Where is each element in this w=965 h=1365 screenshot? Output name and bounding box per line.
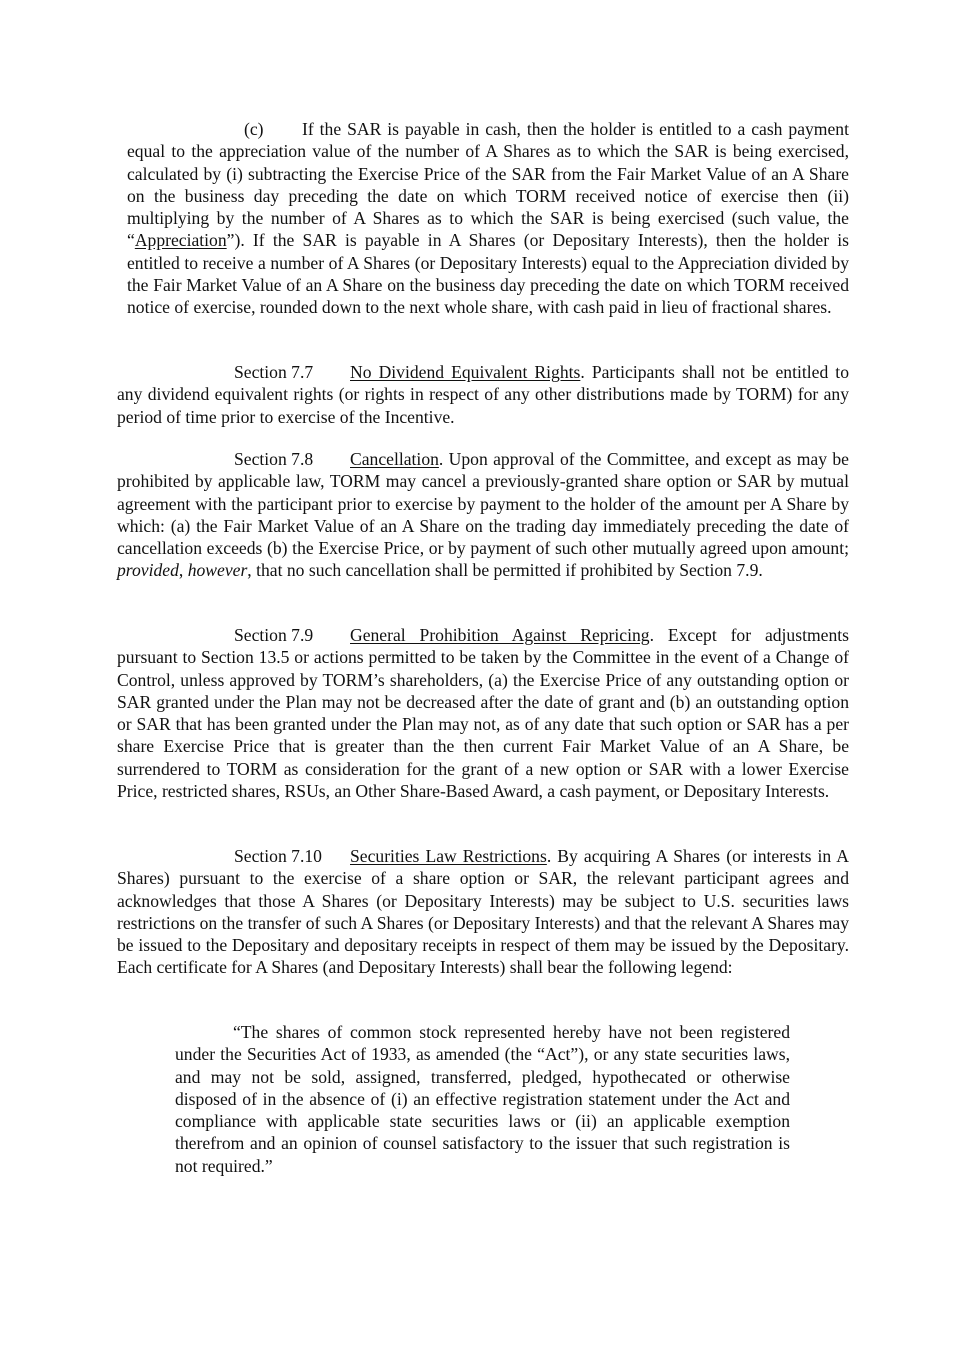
appreciation-term: Appreciation [134, 230, 227, 251]
section-7-8-sep: , [178, 560, 188, 581]
section-7-8-body-2: , that no such cancellation shall be permitted if prohibited by Section 7.9. [247, 560, 763, 581]
section-7-7-number: Section 7.7 [234, 362, 314, 382]
section-7-10 [117, 845, 849, 979]
section-7-10-number: Section 7.10 [234, 846, 322, 866]
section-7-9 [117, 624, 849, 802]
section-7-8-however: however [187, 560, 248, 581]
section-7-9-number: Section 7.9 [234, 625, 314, 645]
section-7-10-body: . By acquiring A Shares (or interests in A Shares) pursuant to the exercise of a share option or SAR, the relevant participant agrees and acknowledges that those A Shares (or Depositary Interests) may be subject to U.S. securities laws restrictions on the transfer of such A Shares (or Depositary Interests) and that the relevant A Shares may be issued to the Depositary and depositary receipts in respect of them may be issued by the Depositary. Each certificate for A Shares (and Depositary Interests) shall bear the following legend: [117, 846, 849, 978]
section-7-9-heading: General Prohibition Against Repricing [350, 625, 650, 645]
section-7-8-body-1: . Upon approval of the Committee, and except as may be prohibited by applicable law, TORM may cancel a previously-granted share option or SAR by mutual agreement with the participant prior to exercise by payment to the holder of the amount per A Share by which: (a) the Fair Market Value of an A Share on the trading day immediately preceding the date of cancellation exceeds (b) the Exercise Price, or by payment of such other mutually agreed upon amount; [117, 449, 849, 559]
section-7-8-heading: Cancellation [350, 449, 439, 469]
paragraph-c-text-2: ”). If the SAR is payable in A Shares (or Depositary Interests), then the holder is entitled to receive a number of A Shares (or Depositary Interests) equal to the Appreciation divided by the Fair Market Value of an A Share on the business day preceding the date on which TORM received notice of exercise, rounded down to the next whole share, with cash paid in lieu of fractional shares. [127, 230, 849, 318]
section-7-7-body: . Participants shall not be entitled to any dividend equivalent rights (or rights in respect of any other distributions made by TORM) for any period of time prior to exercise of the Incentive. [117, 362, 849, 427]
paragraph-c-label: (c) [244, 119, 264, 139]
paragraph-c [127, 118, 849, 319]
paragraph-c-text-1: If the SAR is payable in cash, then the holder is entitled to a cash payment equal to the appreciation value of the number of A Shares as to which the SAR is being exercised, calculated by (i) subtracting the Exercise Price of the SAR from the Fair Market Value of an A Share on the business day preceding the date on which TORM received notice of exercise then (ii) multiplying by the number of A Shares as to which the SAR is being exercised (such value, the “ [127, 119, 849, 251]
section-7-9-body: . Except for adjustments pursuant to Section 13.5 or actions permitted to be taken by the Committee in the event of a Change of Control, unless approved by TORM’s shareholders, (a) the Exercise Price of any outstanding option or SAR granted under the Plan may not be decreased after the date of grant and (b) an outstanding option or SAR that has been granted under the Plan may not, as of any date that such option or SAR has a per share Exercise Price that is greater than the then current Fair Market Value of an A Share, be surrendered to TORM as consideration for the grant of a new option or SAR with a lower Exercise Price, restricted shares, RSUs, an Other Share-Based Award, a cash payment, or Depositary Interests. [117, 625, 849, 802]
section-7-10-heading: Securities Law Restrictions [350, 846, 547, 866]
section-7-8-provided: provided [117, 560, 179, 581]
section-7-7-heading: No Dividend Equivalent Rights [350, 362, 581, 382]
legend-quote: “The shares of common stock represented hereby have not been registered under the Securities Act of 1933, as amended (the “Act”), or any state securities laws, and may not be sold, assigned, transferred, pledged, hypothecated or otherwise disposed of in the absence of (i) an effective registration statement under the Act and compliance with applicable state securities laws or (ii) an applicable exemption therefrom and an opinion of counsel satisfactory to the issuer that such registration is not required.” [175, 1022, 790, 1176]
section-7-7 [117, 361, 849, 428]
section-7-8-number: Section 7.8 [234, 449, 314, 469]
section-7-8 [117, 448, 849, 582]
